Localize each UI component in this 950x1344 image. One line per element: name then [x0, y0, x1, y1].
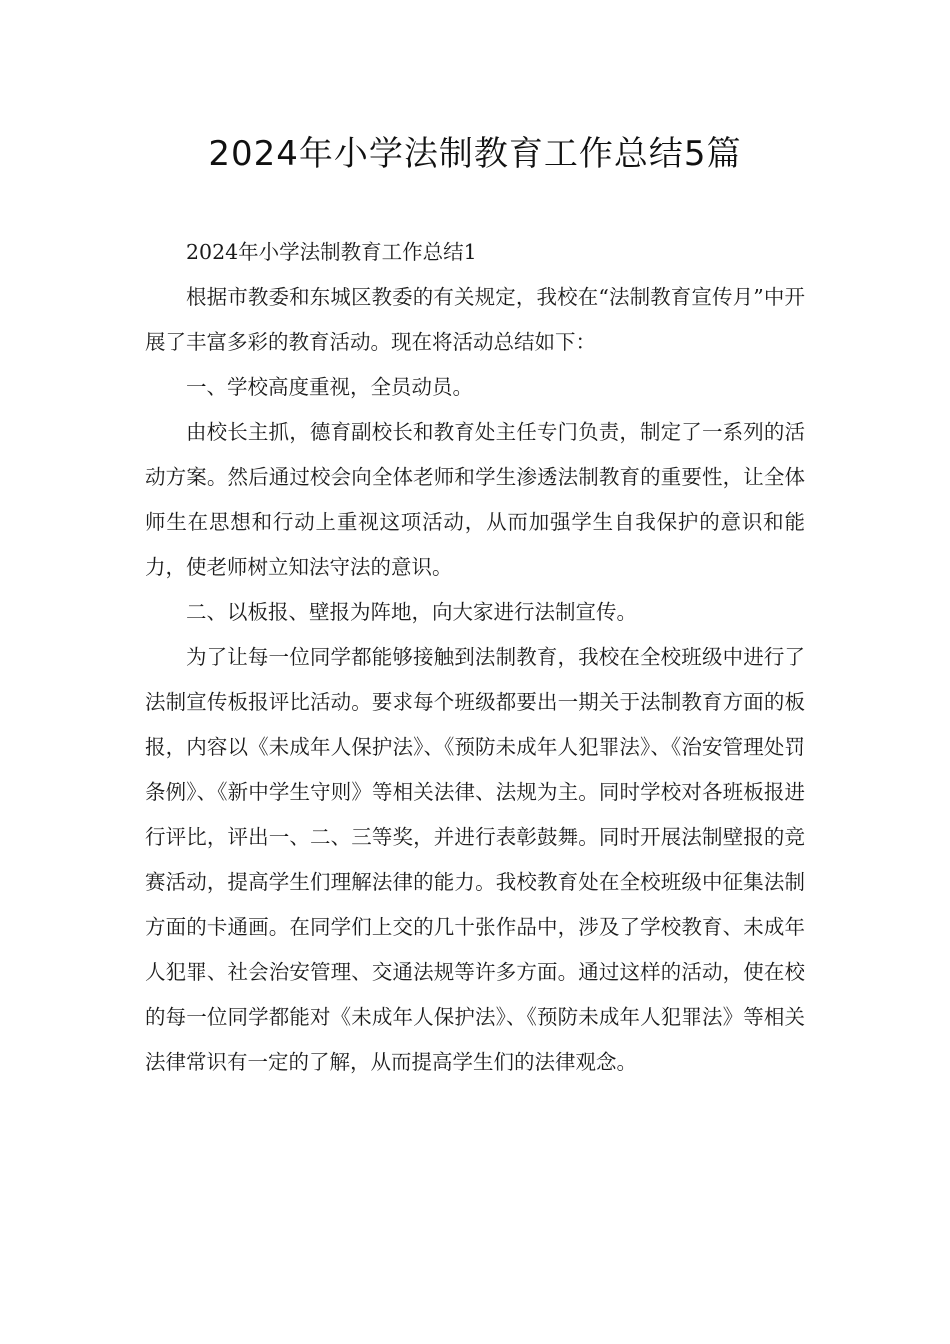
document-body	[145, 230, 805, 1085]
section-heading-1: 2024年小学法制教育工作总结1	[186, 240, 477, 264]
section-point-1: 一、学校高度重视，全员动员。	[186, 375, 473, 399]
document-title: 2024年小学法制教育工作总结5篇	[208, 134, 742, 174]
paragraph-point-1: 由校长主抓，德育副校长和教育处主任专门负责，制定了一系列的活动方案。然后通过校会向全体老师和学生渗透法制教育的重要性，让全体师生在思想和行动上重视这项活动，从而加强学生自我保护的意识和能力，使老师树立知法守法的意识。	[145, 420, 805, 579]
section-point-2: 二、以板报、壁报为阵地，向大家进行法制宣传。	[186, 600, 637, 624]
paragraph-point-2: 为了让每一位同学都能够接触到法制教育，我校在全校班级中进行了法制宣传板报评比活动。要求每个班级都要出一期关于法制教育方面的板报，内容以《未成年人保护法》、《预防未成年人犯罪法》、《治安管理处罚条例》、《新中学生守则》等相关法律、法规为主。同时学校对各班板报进行评比，评出一、二、三等奖，并进行表彰鼓舞。同时开展法制壁报的竞赛活动，提高学生们理解法律的能力。我校教育处在全校班级中征集法制方面的卡通画。在同学们上交的几十张作品中，涉及了学校教育、未成年人犯罪、社会治安管理、交通法规等许多方面。通过这样的活动，使在校的每一位同学都能对《未成年人保护法》、《预防未成年人犯罪法》等相关法律常识有一定的了解，从而提高学生们的法律观念。	[145, 645, 805, 1074]
paragraph-intro: 根据市教委和东城区教委的有关规定，我校在“法制教育宣传月”中开展了丰富多彩的教育活动。现在将活动总结如下：	[145, 285, 805, 354]
